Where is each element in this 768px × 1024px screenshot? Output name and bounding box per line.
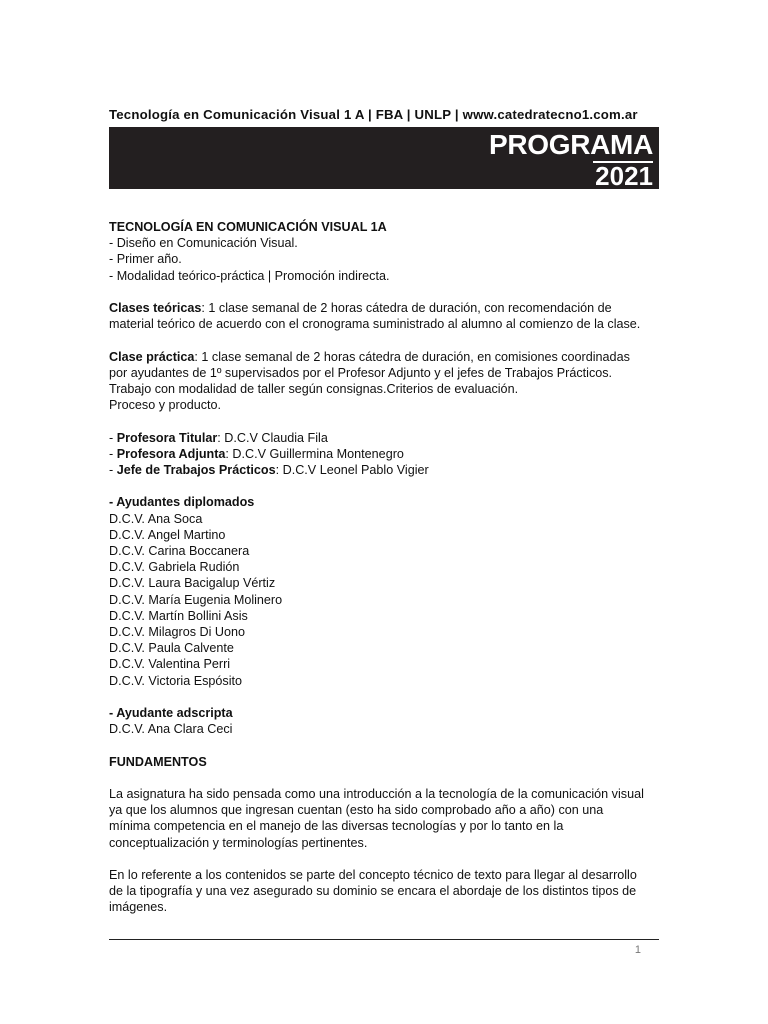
clases-teoricas-text: material teórico de acuerdo con el cronograma suministrado al alumno al comienzo de la clase. <box>109 317 641 332</box>
ayudante-adscripta-name: D.C.V. Ana Clara Ceci <box>109 722 233 737</box>
document-body <box>109 219 661 916</box>
staff-prefix: - <box>109 430 117 445</box>
page-number: 1 <box>634 944 641 956</box>
course-header: Tecnología en Comunicación Visual 1 A | FBA | UNLP | www.catedratecno1.com.ar <box>109 107 638 122</box>
fundamentos-line: imágenes. <box>109 900 168 915</box>
ayudante-name: D.C.V. Paula Calvente <box>109 641 234 656</box>
clases-teoricas-label: Clases teóricas <box>109 301 202 315</box>
clase-practica-text: Proceso y producto. <box>109 398 222 413</box>
clase-practica-text: : 1 clase semanal de 2 horas cátedra de duración, en comisiones coordinadas <box>194 349 630 364</box>
fundamentos-heading: FUNDAMENTOS <box>109 754 207 769</box>
intro-item: - Primer año. <box>109 252 182 267</box>
ayudante-name: D.C.V. Carina Boccanera <box>109 544 250 558</box>
ayudante-name: D.C.V. María Eugenia Molinero <box>109 592 283 607</box>
fundamentos-line: ya que los alumnos que ingresan cuentan (esto ha sido comprobado año a año) con una <box>109 803 604 818</box>
banner-title: PROGRAMA <box>488 129 653 160</box>
fundamentos-line: mínima competencia en el manejo de las diversas tecnologías y por lo tanto en la <box>109 819 564 834</box>
staff-role: Profesora Titular <box>116 430 218 445</box>
ayudante-name: D.C.V. Martín Bollini Asis <box>109 608 248 623</box>
program-banner <box>109 127 659 189</box>
staff-item <box>109 462 661 478</box>
staff-name: : D.C.V Claudia Fila <box>217 430 328 445</box>
fundamentos-line: En lo referente a los contenidos se parte del concepto técnico de texto para llegar al desarrollo <box>109 868 637 882</box>
clase-practica-label: Clase práctica <box>109 349 195 364</box>
ayudante-name: D.C.V. Laura Bacigalup Vértiz <box>109 576 276 591</box>
staff-role: Profesora Adjunta <box>116 446 226 461</box>
staff-prefix: - <box>109 463 117 477</box>
staff-name: : D.C.V Guillermina Montenegro <box>225 446 404 461</box>
clase-practica-text: por ayudantes de 1º supervisados por el Profesor Adjunto y el jefes de Trabajos Prácticos. <box>109 365 613 380</box>
staff-role: Jefe de Trabajos Prácticos <box>116 463 276 477</box>
fundamentos-line: de la tipografía y una vez asegurado su dominio se encara el abordaje de los distintos tipos de <box>109 884 637 899</box>
staff-prefix: - <box>109 446 117 461</box>
intro-item: - Diseño en Comunicación Visual. <box>109 236 298 251</box>
staff-item <box>109 446 661 462</box>
intro-title: TECNOLOGÍA EN COMUNICACIÓN VISUAL 1A <box>109 220 387 234</box>
ayudante-adscripta-heading: - Ayudante adscripta <box>109 706 233 721</box>
intro-item: - Modalidad teórico-práctica | Promoción indirecta. <box>109 268 390 283</box>
clase-practica-paragraph <box>109 349 661 365</box>
ayudante-name: D.C.V. Ana Soca <box>109 511 203 526</box>
ayudantes-diplomados-heading: - Ayudantes diplomados <box>109 495 255 510</box>
clases-teoricas-text: : 1 clase semanal de 2 horas cátedra de duración, con recomendación de <box>201 301 612 315</box>
staff-name: : D.C.V Leonel Pablo Vigier <box>275 463 429 477</box>
clase-practica-text: Trabajo con modalidad de taller según consignas.Criterios de evaluación. <box>109 382 519 396</box>
banner-year: 2021 <box>595 161 653 191</box>
clases-teoricas-paragraph <box>109 300 661 316</box>
ayudante-name: D.C.V. Gabriela Rudión <box>109 560 240 575</box>
ayudante-name: D.C.V. Milagros Di Uono <box>109 625 246 640</box>
ayudante-name: D.C.V. Angel Martino <box>109 527 226 542</box>
staff-item <box>109 430 661 446</box>
footer-divider <box>109 939 659 940</box>
ayudante-name: D.C.V. Victoria Espósito <box>109 673 242 688</box>
ayudante-name: D.C.V. Valentina Perri <box>109 657 231 672</box>
fundamentos-line: conceptualización y terminologías pertinentes. <box>109 835 368 850</box>
fundamentos-line: La asignatura ha sido pensada como una introducción a la tecnología de la comunicación visual <box>109 787 644 801</box>
